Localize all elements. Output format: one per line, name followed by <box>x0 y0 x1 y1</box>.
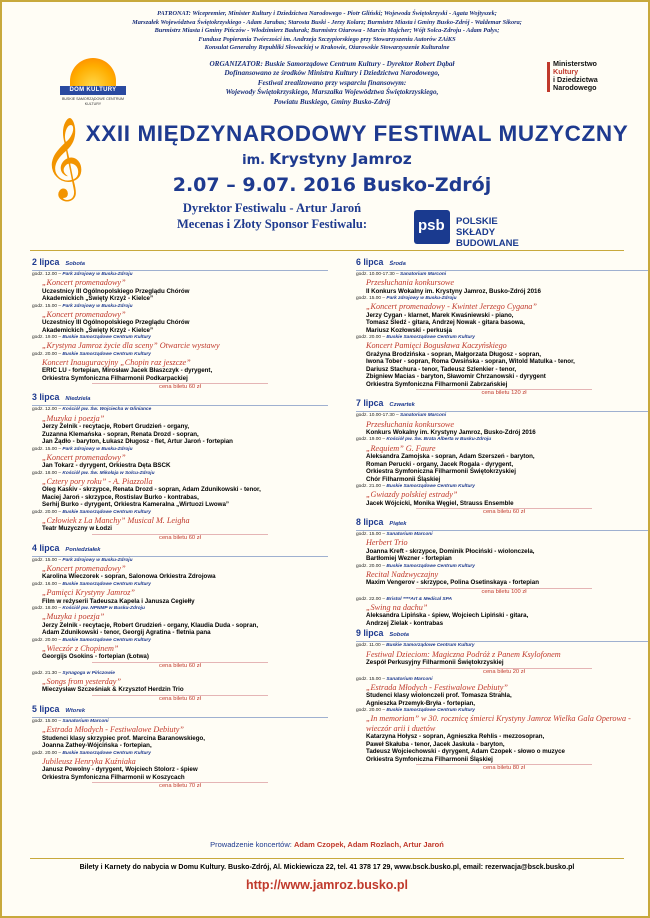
event-venue: Sanatorium Marconi <box>62 718 109 724</box>
ticket-price: cena biletu 60 zł <box>92 534 268 542</box>
event-meta: godz. 15.00 – Park zdrojowy w Busku-Zdroju <box>32 446 133 452</box>
day-weekday: Środa <box>389 261 406 267</box>
event-meta: godz. 15.00 – Park zdrojowy w Busku-Zdroju <box>32 557 133 563</box>
event <box>32 272 328 303</box>
event-time: godz. 15.00 <box>32 446 58 452</box>
event-performers: Karolina Wieczorek - sopran, Salonowa Orkiestra Zdrojowa <box>42 573 216 581</box>
event-meta: godz. 12.00 – Kościół pw. Św. Wojciecha w Gliniance <box>32 407 152 413</box>
day-weekday: Sobota <box>65 261 86 267</box>
event-performers: Orkiestra Symfoniczna Filharmonii Świętokrzyskiej <box>366 468 516 476</box>
day-weekday: Czwartek <box>389 402 415 409</box>
tickets-info: Bilety i Karnety do nabycia w Domu Kultury. Busko-Zdrój, Al. Mickiewicza 22, tel. 41 378 17 29, www.bsck.busko.pl, email: rezerwacja@bsck.busko.pl <box>79 864 575 871</box>
event-meta: godz. 10.00-17.30 – Sanatorium Marconi <box>356 272 447 277</box>
event-time: godz. 21.00 <box>356 484 382 490</box>
event-title: „Koncert promenadowy” <box>42 452 126 462</box>
event-venue: Buskie Samorządowe Centrum Kultury <box>386 335 475 341</box>
event-performers: Tomasz Śledź - gitara, Andrzej Nowak - gitara basowa, <box>366 319 525 327</box>
event <box>32 447 328 470</box>
event-meta: godz. 20.00 – Buskie Samorządowe Centrum Kultury <box>32 637 151 643</box>
event-title: „Songs from yesterday” <box>42 677 121 687</box>
event-performers: Joanna Kreft - skrzypce, Dominik Płociński - wiolonczela, <box>366 547 535 555</box>
event-venue: Kościół pw. NPNMP w Busku-Zdroju <box>62 606 145 612</box>
day-heading <box>32 257 328 270</box>
patronage-line: Fundusz Popierania Twórczości im. Andrzeja Szczypiorskiego przy Stowarzyszeniu Autorów ZAiKS <box>198 35 456 43</box>
organizer-block <box>152 60 512 107</box>
event-performers: Orkiestra Symfoniczna Filharmonii Podkarpackiej <box>42 374 188 382</box>
event <box>32 510 328 542</box>
event-performers: Orkiestra Symfoniczna Filharmonii w Koszycach <box>42 773 185 781</box>
event-title: Jubileusz Henryka Kuźniaka <box>42 756 136 766</box>
event-title: „Koncert promenadowy” <box>42 564 126 574</box>
event-time: godz. 20.00 <box>356 335 382 341</box>
day-date: 4 lipca <box>32 542 60 553</box>
event-performers: Joanna Zathey-Wójcińska - fortepian, <box>42 742 152 750</box>
event-meta: godz. 15.00 – Park zdrojowy w Busku-Zdroju <box>32 303 133 309</box>
organizer-line: Dofinansowano ze środków Ministra Kultury i Dziedzictwa Narodowego, <box>224 69 440 78</box>
event-performers: Iwona Tober - sopran, Roma Owsińska - sopran, Witold Matulka - tenor, <box>366 358 575 366</box>
event-title: Festiwal Dzieciom: Magiczna Podróż z Panem Ksylofonem <box>366 649 561 659</box>
event-performers: Chór Filharmonii Śląskiej <box>366 475 441 483</box>
event-performers: Roman Perucki - organy, Jacek Rogala - dyrygent, <box>366 460 514 468</box>
event <box>32 638 328 670</box>
event-time: godz. 20.00 <box>356 708 382 714</box>
event-venue: Kościół pw. Św. Mikołaja w Solcu-Zdroju <box>62 470 155 476</box>
divider <box>32 270 328 271</box>
event-performers: Studenci klasy skrzypiec prof. Marcina Baranowskiego, <box>42 734 205 742</box>
event-meta: godz. 18.00 – Kościół pw. NPNMP w Busku-Zdroju <box>32 606 145 612</box>
event-performers: Akademickich „Święty Krzyż - Kielce” <box>42 326 154 334</box>
psb-logo-mark: psb <box>414 210 450 244</box>
ministry-text: Ministerstwo Kultury i Dziedzictwa Narodowego <box>553 59 598 92</box>
event-performers: Tadeusz Wojciechowski - dyrygent, Adam Czopek - słowo o muzyce <box>366 748 565 756</box>
event-performers: ERIC LU - fortepian, Mirosław Jacek Błaszczyk - dyrygent, <box>42 367 213 375</box>
event-meta: godz. 10.00-17.30 – Sanatorium Marconi <box>356 413 447 419</box>
event-performers: Serhij Burko - dyrygent, Orkiestra Kameralna „Wirtuozi Lwowa” <box>42 501 229 509</box>
event-title: „Requiem” G. Faure <box>366 443 436 453</box>
event-venue: Kościół pw. Św. Brata Alberta w Busku-Zdroju <box>386 437 492 443</box>
event-performers: Oleg Kaskiv - skrzypce, Renata Drozd - sopran, Adam Zdunikowski - tenor, <box>42 486 261 494</box>
event-time: godz. 20.00 <box>32 351 58 357</box>
day-date: 8 lipca <box>356 517 384 528</box>
event <box>356 437 650 483</box>
event-meta: godz. 15.00 – Sanatorium Marconi <box>356 532 433 538</box>
event-meta: godz. 15.00 – Park zdrojowy w Busku-Zdroju <box>356 296 457 302</box>
website-link[interactable]: http://www.jamroz.busko.pl <box>245 878 409 892</box>
program-column-left <box>32 256 328 791</box>
event-title: „Koncert promenadowy - Kwintet Jerzego Cygana” <box>366 302 537 312</box>
event-performers: Jan Tokarz - dyrygent, Orkiestra Dęta BSCK <box>42 462 171 470</box>
event-venue: Buskie Samorządowe Centrum Kultury <box>386 484 475 490</box>
event-performers: Jacek Wójcicki, Monika Węgiel, Strauss Ensemble <box>366 499 514 507</box>
ticket-price: cena biletu 120 zł <box>416 389 592 397</box>
event-performers: Uczestnicy III Ogólnopolskiego Przeglądu Chórów <box>42 319 190 327</box>
event-venue: Kościół pw. Św. Wojciecha w Gliniance <box>62 407 152 413</box>
event-meta: godz. 16.00 – Buskie Samorządowe Centrum Kultury <box>32 581 151 587</box>
event-time: godz. 12.00 <box>32 407 58 413</box>
event-meta: godz. 21.00 – Buskie Samorządowe Centrum Kultury <box>356 484 475 490</box>
event-time: godz. 20.00 <box>32 509 58 515</box>
event <box>32 671 328 703</box>
patronage-line: Burmistrz Miasta i Gminy Pińczów - Włodzimierz Badurak; Burmistrz Ożarowa - Marcin Majcher; Wójt Solca-Zdroju - Adam Pałys; <box>154 27 500 35</box>
event-title: „Krystyna Jamroz życie dla sceny” Otwarcie wystawy <box>42 341 220 351</box>
event-performers: Maciej Jaroń - skrzypce, Rostislav Burko - kontrabas, <box>42 493 199 501</box>
event-performers: Mieczysław Szcześniak & Krzysztof Herdzin Trio <box>42 686 184 694</box>
event <box>32 606 328 637</box>
event <box>32 558 328 581</box>
event-performers: Adam Zdunikowski - tenor, Georgij Agratina - fletnia pana <box>42 629 211 637</box>
event-performers: Film w reżyserii Tadeusza Kapela i Janusza Cegiełły <box>42 597 195 605</box>
event <box>32 304 328 335</box>
event-meta: godz. 20.00 – Buskie Samorządowe Centrum Kultury <box>356 335 475 341</box>
event-meta: godz. 11.00 – Buskie Samorządowe Centrum Kultury <box>356 643 475 649</box>
event-time: godz. 19.00 <box>32 335 58 341</box>
event-title: „Muzyka i poezja” <box>42 612 105 622</box>
event-performers: Aleksandra Zamojska - sopran, Adam Szerszeń - baryton, <box>366 453 535 461</box>
divider <box>30 250 624 251</box>
event-performers: Zuzanna Klemańska - sopran, Renata Drozd - sopran, <box>42 430 199 438</box>
event <box>32 352 328 392</box>
event-performers: Andrzej Zielak - kontrabas <box>366 619 444 627</box>
divider <box>32 556 328 557</box>
event <box>32 407 328 445</box>
event-performers: Orkiestra Symfoniczna Filharmonii Śląskiej <box>366 755 493 763</box>
event-title: „Koncert promenadowy” <box>42 278 126 288</box>
event-time: godz. 15.00 <box>356 532 382 538</box>
event-time: godz. 15.00 <box>356 676 382 682</box>
event-time: godz. 19.00 <box>356 437 382 443</box>
presenters-line: Prowadzenie koncertów: Adam Czopek, Adam Rozlach, Artur Jaroń <box>210 840 444 849</box>
event-time: godz. 10.00-17.30 <box>356 272 395 277</box>
event-venue: Sanatorium Marconi <box>386 532 433 538</box>
event-title: „Człowiek z La Manchy” Musical M. Leigha <box>42 515 190 525</box>
event-title: Przesłuchania konkursowe <box>366 278 455 288</box>
treble-clef-icon: 𝄞 <box>43 116 85 198</box>
event-meta: godz. 21.30 – Synagoga w Pińczowie <box>32 670 115 676</box>
event-time: godz. 10.00-17.30 <box>356 413 395 419</box>
day-heading <box>356 628 650 641</box>
day-weekday: Wtorek <box>65 707 86 714</box>
event-meta: godz. 22.00 – Bristol ****Art & Medical SPA <box>356 596 452 602</box>
event-venue: Park zdrojowy w Busku-Zdroju <box>62 303 133 309</box>
event-venue: Buskie Samorządowe Centrum Kultury <box>62 509 151 515</box>
event-performers: Jerzy Zelnik - recytacje, Robert Grudzień - organy, <box>42 423 190 431</box>
day-heading <box>356 257 650 270</box>
event-venue: Park zdrojowy w Busku-Zdroju <box>62 272 133 277</box>
event-time: godz. 11.00 <box>356 643 381 649</box>
event-performers: Orkiestra Symfoniczna Filharmonii Zabrzańskiej <box>366 380 508 388</box>
divider <box>356 270 650 271</box>
event-performers: Maxim Vengerov - skrzypce, Polina Osetinskaya - fortepian <box>366 579 539 587</box>
divider <box>30 858 624 859</box>
event-venue: Buskie Samorządowe Centrum Kultury <box>386 643 475 649</box>
ticket-price: cena biletu 60 zł <box>92 383 268 391</box>
event-performers: Paweł Skałuba - tenor, Jacek Jaskuła - baryton, <box>366 740 505 748</box>
ticket-price: cena biletu 60 zł <box>416 508 592 516</box>
day-heading <box>356 517 650 530</box>
event-time: godz. 15.00 <box>356 296 382 302</box>
event-performers: Bartłomiej Wezner - fortepian <box>366 555 452 563</box>
day-date: 9 lipca <box>356 628 384 639</box>
event-venue: Buskie Samorządowe Centrum Kultury <box>386 708 475 714</box>
event <box>356 296 650 334</box>
event-meta: godz. 20.00 – Buskie Samorządowe Centrum Kultury <box>32 750 151 756</box>
ticket-price: cena biletu 100 zł <box>416 588 592 596</box>
event-performers: Georgijs Osokins - fortepian (Łotwa) <box>42 653 149 661</box>
day-date: 5 lipca <box>32 703 60 714</box>
divider <box>356 530 650 531</box>
event-performers: Dariusz Stachura - tenor, Tadeusz Szlenkier - tenor, <box>366 365 517 373</box>
event-venue: Buskie Samorządowe Centrum Kultury <box>62 351 151 357</box>
director-block <box>142 200 402 232</box>
event <box>32 751 328 791</box>
event-title: Przesłuchania konkursowe <box>366 419 455 429</box>
festival-dates: 2.07 – 9.07. 2016 Busko-Zdrój <box>172 174 492 196</box>
event-meta: godz. 20.00 – Buskie Samorządowe Centrum Kultury <box>32 509 151 515</box>
patronage-block <box>102 10 552 53</box>
event <box>32 335 328 351</box>
logo-subtitle: BUSKIE SAMORZĄDOWE CENTRUM KULTURY <box>61 97 125 106</box>
event-meta: godz. 18.00 – Kościół pw. Św. Mikołaja w Solcu-Zdroju <box>32 470 155 476</box>
event-venue: Buskie Samorządowe Centrum Kultury <box>62 750 151 756</box>
event-title: Koncert Inauguracyjny „Chopin raz jeszcze” <box>42 358 191 368</box>
sun-icon <box>70 58 116 86</box>
event <box>356 564 650 596</box>
ticket-price: cena biletu 20 zł <box>416 668 592 676</box>
event-performers: Jan Żądło - baryton, Łukasz Długosz - flet, Artur Jaroń - fortepian <box>42 438 233 446</box>
event-title: Herbert Trio <box>366 538 408 548</box>
event <box>356 677 650 708</box>
event-venue: Sanatorium Marconi <box>386 676 433 682</box>
event-venue: Buskie Samorządowe Centrum Kultury <box>62 581 151 587</box>
event-title: „Estrada Młodych - Festiwalowe Debiuty” <box>366 682 508 692</box>
psb-logo-text: POLSKIE SKŁADY BUDOWLANE <box>456 216 519 249</box>
director-line: Dyrektor Festiwalu - Artur Jaroń <box>182 201 362 215</box>
event-meta: godz. 20.00 – Buskie Samorządowe Centrum Kultury <box>32 351 151 357</box>
patronage-line: Konsulat Generalny Republiki Słowackiej w Krakowie, Ożarowskie Stowarzyszenie Kulturalne <box>204 44 450 52</box>
event-title: Koncert Pamięci Bogusława Kaczyńskiego <box>366 341 507 351</box>
organizer-line: Festiwal zrealizowano przy wsparciu finansowym: <box>257 78 407 87</box>
ministry-bar <box>547 62 550 92</box>
event-performers: II Konkurs Wokalny im. Krystyny Jamroz, Busko-Zdrój 2016 <box>366 287 541 295</box>
event-title: „Muzyka i poezja” <box>42 413 105 423</box>
event <box>356 413 650 436</box>
event-meta: godz. 19.00 – Kościół pw. Św. Brata Alberta w Busku-Zdroju <box>356 437 492 443</box>
day-heading <box>356 398 650 411</box>
event-meta: godz. 12.00 – Park zdrojowy w Busku-Zdroju <box>32 272 133 277</box>
event-venue: Sanatorium Marconi <box>400 413 447 419</box>
event-time: godz. 21.30 <box>32 670 58 676</box>
ticket-price: cena biletu 80 zł <box>416 764 592 772</box>
event-title: „Koncert promenadowy” <box>42 309 126 319</box>
day-date: 3 lipca <box>32 392 60 403</box>
day-weekday: Niedziela <box>65 396 91 403</box>
event-performers: Studenci klasy wiolonczeli prof. Tomasza Strahla, <box>366 692 512 700</box>
event-venue: Buskie Samorządowe Centrum Kultury <box>62 335 151 341</box>
dom-kultury-logo <box>58 58 128 110</box>
event-venue: Bristol ****Art & Medical SPA <box>386 596 452 602</box>
event-venue: Park zdrojowy w Busku-Zdroju <box>62 446 133 452</box>
program-column-right <box>356 256 650 773</box>
event <box>356 335 650 397</box>
organizer-line: Wojewody Świętokrzyskiego, Marszałka Województwa Świętokrzyskiego, <box>225 88 439 97</box>
day-date: 6 lipca <box>356 257 384 267</box>
event-venue: Park zdrojowy w Busku-Zdroju <box>62 557 133 563</box>
event-performers: Mariusz Kozłowski - perkusja <box>366 326 452 334</box>
event-performers: Akademickich „Święty Krzyż - Kielce” <box>42 295 154 303</box>
event-title: „In memoriam” w 30. rocznicę śmierci Krystyny Jamroz Wielka Gala Operowa - wieczór arii i duetów <box>366 714 631 733</box>
event-performers: Uczestnicy III Ogólnopolskiego Przeglądu Chórów <box>42 287 190 295</box>
event-title: „Cztery pory roku” - A. Piazzolla <box>42 476 153 486</box>
day-heading <box>32 704 328 717</box>
event-meta: godz. 20.00 – Buskie Samorządowe Centrum Kultury <box>356 563 475 569</box>
event-venue: Buskie Samorządowe Centrum Kultury <box>62 637 151 643</box>
event <box>356 532 650 563</box>
event <box>356 272 650 295</box>
day-date: 7 lipca <box>356 398 384 409</box>
day-weekday: Sobota <box>389 632 410 639</box>
event-meta: godz. 15.00 – Sanatorium Marconi <box>356 676 433 682</box>
event <box>356 708 650 772</box>
event-time: godz. 15.00 <box>32 303 58 309</box>
event-performers: Katarzyna Hołysz - sopran, Agnieszka Rehlis - mezzosopran, <box>366 733 545 741</box>
event-time: godz. 20.00 <box>356 563 382 569</box>
festival-patron-name: im. Krystyny Jamroz <box>242 150 412 168</box>
event-time: godz. 15.00 <box>32 718 58 724</box>
event-venue: Sanatorium Marconi <box>400 272 447 277</box>
ticket-price: cena biletu 60 zł <box>92 662 268 670</box>
event-time: godz. 20.00 <box>32 637 58 643</box>
ticket-price: cena biletu 70 zł <box>92 782 268 790</box>
event-title: Recital Nadzwyczajny <box>366 569 439 579</box>
event-venue: Synagoga w Pińczowie <box>62 670 115 676</box>
event-time: godz. 20.00 <box>32 750 58 756</box>
event-time: godz. 15.00 <box>32 557 58 563</box>
event-venue: Buskie Samorządowe Centrum Kultury <box>386 563 475 569</box>
event-meta: godz. 20.00 – Buskie Samorządowe Centrum Kultury <box>356 708 475 714</box>
event-performers: Jerzy Zelnik - recytacje, Robert Grudzień - organy, Klaudia Duda - sopran, <box>42 621 259 629</box>
event <box>356 643 650 675</box>
patronage-line: Marszałek Województwa Świętokrzyskiego - Adam Jarubas; Starosta Buski - Jerzy Kolarz; Burmistrz Miasta i Gminy Busko-Zdrój - Waldemar Sikora; <box>132 18 522 26</box>
event-time: godz. 18.00 <box>32 470 58 476</box>
day-heading <box>32 543 328 556</box>
event-title: „Estrada Młodych - Festiwalowe Debiuty” <box>42 725 184 735</box>
event-performers: Janusz Powolny - dyrygent, Wojciech Stolorz - śpiew <box>42 766 198 774</box>
event <box>356 484 650 516</box>
event <box>32 471 328 509</box>
event <box>32 719 328 750</box>
event-time: godz. 16.00 <box>32 581 58 587</box>
divider <box>32 717 328 718</box>
event-performers: Agnieszka Przemyk-Bryła - fortepian, <box>366 699 476 707</box>
event-time: godz. 22.00 <box>356 596 382 602</box>
ticket-price: cena biletu 60 zł <box>92 695 268 703</box>
organizer-line: ORGANIZATOR: Buskie Samorządowe Centrum Kultury - Dyrektor Robert Dąbał <box>209 60 455 68</box>
event-performers: Grażyna Brodzińska - sopran, Małgorzata Długosz - sopran, <box>366 350 541 358</box>
event-performers: Zbigniew Macias - baryton, Sławomir Chrzanowski - dyrygent <box>366 373 546 381</box>
day-heading <box>32 392 328 405</box>
sponsor-line: Mecenas i Złoty Sponsor Festiwalu: <box>176 217 368 231</box>
event-time: godz. 18.00 <box>32 606 58 612</box>
event-performers: Zespół Perkusyjny Filharmonii Świętokrzyskiej <box>366 659 504 667</box>
event-meta: godz. 15.00 – Sanatorium Marconi <box>32 718 109 724</box>
organizer-line: Powiatu Buskiego, Gminy Busko-Zdrój <box>273 97 391 106</box>
event-title: „Gwiazdy polskiej estrady” <box>366 490 458 500</box>
day-date: 2 lipca <box>32 257 60 267</box>
psb-sponsor-logo <box>414 210 534 249</box>
event-time: godz. 12.00 <box>32 272 58 277</box>
event-performers: Jerzy Cygan - klarnet, Marek Kwaśniewski - piano, <box>366 311 514 319</box>
event-performers: Teatr Muzyczny w Łodzi <box>42 525 113 533</box>
event-venue: Park zdrojowy w Busku-Zdroju <box>386 296 457 302</box>
patronage-line: PATRONAT: Wicepremier, Minister Kultury i Dziedzictwa Narodowego - Piotr Gliński; Wojewoda Świętokrzyski - Agata Wojtyszek; <box>157 10 497 17</box>
event-performers: Konkurs Wokalny im. Krystyny Jamroz, Busko-Zdrój 2016 <box>366 428 536 436</box>
day-weekday: Piątek <box>389 521 407 528</box>
event <box>356 597 650 628</box>
logo-band: DOM KULTURY <box>60 86 126 95</box>
event-title: „Wieczór z Chopinem” <box>42 643 119 653</box>
event-title: „Swing na dachu” <box>366 603 428 613</box>
event-title: „Pamięci Krystyny Jamroz” <box>42 588 135 598</box>
event-performers: Aleksandra Lipińska - śpiew, Wojciech Lipiński - gitara, <box>366 612 529 620</box>
event <box>32 582 328 605</box>
day-weekday: Poniedziałek <box>65 546 101 553</box>
festival-title: XXII MIĘDZYNARODOWY FESTIWAL MUZYCZNY <box>85 121 629 146</box>
event-meta: godz. 19.00 – Buskie Samorządowe Centrum Kultury <box>32 335 151 341</box>
